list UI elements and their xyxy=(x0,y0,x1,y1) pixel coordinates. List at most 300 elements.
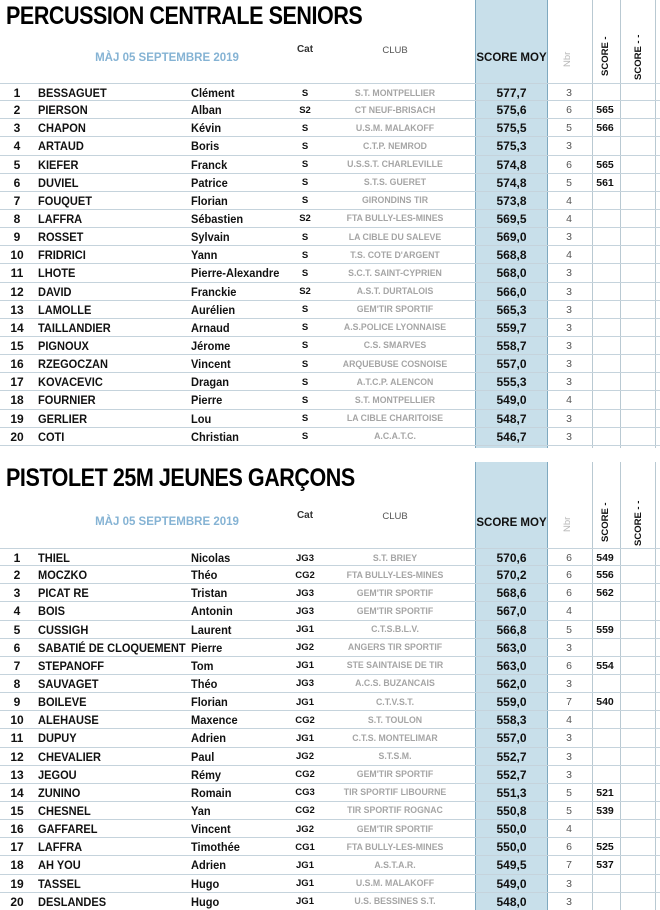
section-pistolet-25m-jeunes-garcons: PISTOLET 25M JEUNES GARÇONS MÀJ 05 SEPTEMBRE 2019 Cat CLUB SCORE MOY Nbr SCORE - SCORE - - 1 THIEL Nicolas JG3 S.T. BRIEY 570,6 6 549 2 MOCZKO Théo CG2 FTA BULLY-LES-MINES 570,2 6 556 3 PICAT RE Tristan JG3 GEM'TIR SPORTIF 568,6 6 562 4 BOIS Antonin JG3 GEM'TIR SPORTIF 567,0 4 5 CUSSIGH Laurent JG1 C.T.S.B.L.V. 566,8 5 559 6 SABATIÉ DE CLOQUEMENT Pierre JG2 ANGERS TIR SPORTIF 563,0 3 7 STEPANOFF Tom JG1 STE SAINTAISE DE TIR 563,0 6 554 8 SAUVAGET Théo JG3 A.C.S. BUZANCAIS 562,0 3 9 BOILEVE Florian JG1 C.T.V.S.T. 559,0 7 540 10 ALEHAUSE Maxence CG2 S.T. TOULON 558,3 4 11 DUPUY Adrien JG1 C.T.S. MONTELIMAR 557,0 3 12 CHEVALIER Paul JG2 S.T.S.M. 552,7 3 13 JEGOU Rémy CG2 GEM'TIR SPORTIF 552,7 3 14 ZUNINO Romain CG3 TIR SPORTIF LIBOURNE 551,3 5 521 15 CHESNEL Yan CG2 TIR SPORTIF ROGNAC 550,8 5 539 16 GAFFAREL Vincent JG2 GEM'TIR SPORTIF 550,0 4 17 LAFFRA Timothée CG1 FTA BULLY-LES-MINES 550,0 6 525 18 AH YOU Adrien JG1 A.S.T.A.R. 549,5 7 537 19 TASSEL Hugo JG1 U.S.M. MALAKOFF 549,0 3 20 DESLANDES Hugo JG1 U.S. BESSINES S.T. 548,0 3 xyxy=(0,462,660,910)
nbr-cell: 7 xyxy=(566,696,572,709)
table-row xyxy=(0,639,660,657)
table-row xyxy=(0,83,660,101)
nbr-cell: 6 xyxy=(566,104,572,117)
table-row xyxy=(0,748,660,766)
first-name-cell: Romain xyxy=(191,785,232,800)
rank-cell: 5 xyxy=(13,157,21,172)
club-cell: TIR SPORTIF LIBOURNE xyxy=(343,787,447,799)
last-name-cell: ZUNINO xyxy=(38,785,81,800)
nbr-cell: 7 xyxy=(566,859,572,872)
category-cell: JG1 xyxy=(296,878,314,890)
score-moy-cell: 549,0 xyxy=(496,876,527,891)
rank-cell: 7 xyxy=(13,193,21,208)
nbr-cell: 6 xyxy=(566,158,572,171)
table-row xyxy=(0,246,660,264)
first-name-cell: Laurent xyxy=(191,622,232,637)
nbr-cell: 3 xyxy=(566,285,572,298)
club-cell: S.T. MONTPELLIER xyxy=(354,87,436,99)
first-name-cell: Sylvain xyxy=(191,230,230,245)
score-moy-cell: 573,8 xyxy=(496,193,527,208)
rank-cell: 10 xyxy=(10,248,24,263)
last-name-cell: THIEL xyxy=(38,551,70,565)
category-cell: JG1 xyxy=(296,696,314,708)
score-minus-cell: 537 xyxy=(596,859,614,872)
nbr-cell: 3 xyxy=(566,732,572,745)
category-cell: S2 xyxy=(299,104,311,116)
rank-cell: 16 xyxy=(10,357,24,372)
score-moy-cell: 546,7 xyxy=(496,429,527,444)
score-moy-cell: 575,3 xyxy=(496,139,527,154)
last-name-cell: LAMOLLE xyxy=(38,302,92,317)
category-cell: S xyxy=(301,87,309,99)
category-cell: JG3 xyxy=(296,678,314,690)
club-cell: A.S.POLICE LYONNAISE xyxy=(343,322,447,334)
rank-cell: 13 xyxy=(10,767,24,782)
rank-cell: 13 xyxy=(10,302,24,317)
ranking-table xyxy=(0,548,660,910)
first-name-cell: Clément xyxy=(191,86,235,100)
rank-cell: 5 xyxy=(13,622,21,637)
first-name-cell: Florian xyxy=(191,695,228,710)
section-title: PISTOLET 25M JEUNES GARÇONS xyxy=(6,464,355,492)
category-cell: S xyxy=(301,322,309,334)
category-cell: JG3 xyxy=(296,587,314,599)
rank-cell: 17 xyxy=(10,375,24,390)
rank-cell: 20 xyxy=(10,894,24,909)
category-cell: S xyxy=(301,394,309,406)
score-moy-cell: 550,0 xyxy=(496,822,527,837)
category-cell: S xyxy=(301,376,309,388)
score-moy-cell: 566,0 xyxy=(496,284,527,299)
nbr-cell: 4 xyxy=(566,823,572,836)
score-moy-cell: 557,0 xyxy=(496,731,527,746)
club-cell: S.T.S.M. xyxy=(378,751,412,763)
category-cell: S xyxy=(301,159,309,171)
last-name-cell: COTI xyxy=(38,429,65,444)
table-row xyxy=(0,602,660,620)
category-cell: CG2 xyxy=(295,805,315,817)
last-name-cell: RZEGOCZAN xyxy=(38,357,108,372)
score-moy-cell: 569,5 xyxy=(496,211,527,226)
rank-cell: 18 xyxy=(10,393,24,408)
club-cell: A.T.C.P. ALENCON xyxy=(356,376,434,388)
nbr-cell: 6 xyxy=(566,552,572,564)
score-minus-cell: 521 xyxy=(596,786,614,799)
first-name-cell: Kévin xyxy=(191,121,222,136)
first-name-cell: Lou xyxy=(191,411,212,426)
nbr-cell: 3 xyxy=(566,358,572,371)
rank-cell: 15 xyxy=(10,803,24,818)
first-name-cell: Pierre xyxy=(191,393,223,408)
first-name-cell: Sébastien xyxy=(191,211,244,226)
table-row xyxy=(0,119,660,137)
score-moy-cell: 574,8 xyxy=(496,157,527,172)
rank-cell: 12 xyxy=(10,284,24,299)
table-row xyxy=(0,856,660,874)
table-row xyxy=(0,391,660,409)
score-moy-cell: 549,0 xyxy=(496,393,527,408)
table-row xyxy=(0,137,660,155)
rank-cell: 18 xyxy=(10,858,24,873)
last-name-cell: CHESNEL xyxy=(38,803,91,818)
last-name-cell: FOUQUET xyxy=(38,193,92,208)
first-name-cell: Franck xyxy=(191,157,228,172)
first-name-cell: Adrien xyxy=(191,858,226,873)
nbr-cell: 4 xyxy=(566,194,572,207)
first-name-cell: Hugo xyxy=(191,894,220,909)
category-cell: JG1 xyxy=(296,896,314,908)
table-row xyxy=(0,566,660,584)
nbr-cell: 5 xyxy=(566,122,572,135)
rank-cell: 4 xyxy=(13,604,21,619)
first-name-cell: Alban xyxy=(191,103,222,118)
score-moy-cell: 548,0 xyxy=(496,894,527,909)
club-cell: U.S. BESSINES S.T. xyxy=(354,896,436,908)
header-cat: Cat xyxy=(296,44,314,55)
category-cell: S xyxy=(301,140,309,152)
first-name-cell: Tom xyxy=(191,658,214,673)
last-name-cell: ARTAUD xyxy=(38,139,84,154)
nbr-cell: 3 xyxy=(566,339,572,352)
club-cell: S.T.S. GUERET xyxy=(363,177,427,189)
club-cell: A.S.T.A.R. xyxy=(374,859,416,871)
score-minus-cell: 554 xyxy=(596,659,614,672)
rank-cell: 12 xyxy=(10,749,24,764)
table-row xyxy=(0,548,660,566)
nbr-cell: 6 xyxy=(566,587,572,600)
first-name-cell: Patrice xyxy=(191,175,228,190)
score-moy-cell: 550,8 xyxy=(496,803,527,818)
score-moy-cell: 552,7 xyxy=(496,749,527,764)
club-cell: ARQUEBUSE COSNOISE xyxy=(342,358,448,370)
club-cell: STE SAINTAISE DE TIR xyxy=(346,660,444,672)
score-minus-cell: 566 xyxy=(596,122,614,135)
rank-cell: 6 xyxy=(13,640,21,655)
first-name-cell: Vincent xyxy=(191,822,231,837)
rank-cell: 1 xyxy=(13,551,21,565)
first-name-cell: Théo xyxy=(191,676,218,691)
club-cell: GEM'TIR SPORTIF xyxy=(356,587,434,599)
nbr-cell: 3 xyxy=(566,303,572,316)
table-row xyxy=(0,675,660,693)
last-name-cell: SAUVAGET xyxy=(38,676,99,691)
category-cell: CG3 xyxy=(295,787,315,799)
club-cell: S.T. BRIEY xyxy=(372,552,418,564)
rank-cell: 8 xyxy=(13,211,21,226)
header-score-moy: SCORE MOY xyxy=(476,517,547,529)
table-row xyxy=(0,428,660,446)
last-name-cell: DAVID xyxy=(38,284,72,299)
club-cell: FTA BULLY-LES-MINES xyxy=(346,569,444,581)
rank-cell: 6 xyxy=(13,175,21,190)
club-cell: LA CIBLE DU SALEVE xyxy=(348,231,442,243)
last-name-cell: SABATIÉ DE CLOQUEMENT xyxy=(38,640,186,655)
last-name-cell: AH YOU xyxy=(38,858,81,873)
category-cell: S xyxy=(301,340,309,352)
nbr-cell: 4 xyxy=(566,605,572,618)
rank-cell: 8 xyxy=(13,676,21,691)
last-name-cell: DUPUY xyxy=(38,731,77,746)
table-row xyxy=(0,893,660,910)
first-name-cell: Hugo xyxy=(191,876,220,891)
first-name-cell: Antonin xyxy=(191,604,233,619)
rank-cell: 10 xyxy=(10,713,24,728)
rank-cell: 9 xyxy=(13,230,21,245)
last-name-cell: CUSSIGH xyxy=(38,622,89,637)
club-cell: GIRONDINS TIR xyxy=(361,195,429,207)
nbr-cell: 5 xyxy=(566,176,572,189)
club-cell: ANGERS TIR SPORTIF xyxy=(347,642,443,654)
nbr-cell: 6 xyxy=(566,841,572,854)
table-row xyxy=(0,228,660,246)
rank-cell: 2 xyxy=(13,103,21,118)
club-cell: A.C.A.T.C. xyxy=(374,431,416,443)
club-cell: C.T.P. NEMROD xyxy=(363,140,427,152)
score-moy-cell: 568,6 xyxy=(496,586,527,601)
table-row xyxy=(0,210,660,228)
last-name-cell: BESSAGUET xyxy=(38,86,107,100)
nbr-cell: 3 xyxy=(566,321,572,334)
score-moy-cell: 574,8 xyxy=(496,175,527,190)
header-club: CLUB xyxy=(382,511,408,522)
nbr-cell: 3 xyxy=(566,267,572,280)
rank-cell: 14 xyxy=(10,320,24,335)
club-cell: GEM'TIR SPORTIF xyxy=(356,769,434,781)
last-name-cell: FRIDRICI xyxy=(38,248,86,263)
category-cell: JG2 xyxy=(296,642,314,654)
category-cell: JG1 xyxy=(296,660,314,672)
last-name-cell: KOVACEVIC xyxy=(38,375,103,390)
first-name-cell: Franckie xyxy=(191,284,237,299)
table-row xyxy=(0,156,660,174)
table-row xyxy=(0,584,660,602)
club-cell: T.S. COTE D'ARGENT xyxy=(350,249,440,261)
category-cell: S xyxy=(301,267,309,279)
first-name-cell: Timothée xyxy=(191,840,240,855)
last-name-cell: BOILEVE xyxy=(38,695,87,710)
category-cell: S xyxy=(301,304,309,316)
first-name-cell: Tristan xyxy=(191,586,228,601)
nbr-cell: 4 xyxy=(566,249,572,262)
first-name-cell: Aurélien xyxy=(191,302,236,317)
score-minus-cell: 556 xyxy=(596,569,614,582)
first-name-cell: Yann xyxy=(191,248,218,263)
rank-cell: 7 xyxy=(13,658,21,673)
category-cell: JG1 xyxy=(296,624,314,636)
rank-cell: 3 xyxy=(13,121,21,136)
last-name-cell: BOIS xyxy=(38,604,65,619)
category-cell: JG3 xyxy=(296,552,314,564)
last-name-cell: CHEVALIER xyxy=(38,749,101,764)
first-name-cell: Arnaud xyxy=(191,320,230,335)
first-name-cell: Théo xyxy=(191,568,218,583)
nbr-cell: 3 xyxy=(566,87,572,99)
nbr-cell: 5 xyxy=(566,623,572,636)
nbr-cell: 5 xyxy=(566,786,572,799)
nbr-cell: 4 xyxy=(566,394,572,407)
category-cell: JG2 xyxy=(296,751,314,763)
club-cell: CT NEUF-BRISACH xyxy=(354,104,436,116)
club-cell: FTA BULLY-LES-MINES xyxy=(346,841,444,853)
table-row xyxy=(0,802,660,820)
table-row xyxy=(0,373,660,391)
nbr-cell: 5 xyxy=(566,804,572,817)
table-row xyxy=(0,264,660,282)
rank-cell: 16 xyxy=(10,822,24,837)
table-row xyxy=(0,729,660,747)
rank-cell: 9 xyxy=(13,695,21,710)
last-name-cell: PIERSON xyxy=(38,103,88,118)
first-name-cell: Yan xyxy=(191,803,211,818)
rank-cell: 20 xyxy=(10,429,24,444)
score-moy-cell: 570,2 xyxy=(496,568,527,583)
table-row xyxy=(0,410,660,428)
score-minus-cell: 549 xyxy=(596,552,614,564)
rank-cell: 19 xyxy=(10,411,24,426)
score-moy-cell: 558,7 xyxy=(496,338,527,353)
rank-cell: 1 xyxy=(13,86,21,100)
score-minus-cell: 565 xyxy=(596,158,614,171)
header-score-moy: SCORE MOY xyxy=(476,52,547,64)
last-name-cell: ALEHAUSE xyxy=(38,713,99,728)
club-cell: C.T.S. MONTELIMAR xyxy=(352,732,438,744)
club-cell: GEM'TIR SPORTIF xyxy=(356,823,434,835)
nbr-cell: 4 xyxy=(566,212,572,225)
club-cell: C.T.S.B.L.V. xyxy=(371,624,419,636)
category-cell: CG2 xyxy=(295,769,315,781)
header-club: CLUB xyxy=(382,45,408,56)
nbr-cell: 3 xyxy=(566,430,572,443)
first-name-cell: Christian xyxy=(191,429,239,444)
score-moy-cell: 559,0 xyxy=(496,695,527,710)
table-row xyxy=(0,693,660,711)
category-cell: S xyxy=(301,431,309,443)
table-row xyxy=(0,355,660,373)
club-cell: S.C.T. SAINT-CYPRIEN xyxy=(348,267,442,279)
first-name-cell: Vincent xyxy=(191,357,231,372)
nbr-cell: 3 xyxy=(566,641,572,654)
first-name-cell: Boris xyxy=(191,139,220,154)
first-name-cell: Pierre-Alexandre xyxy=(191,266,280,281)
nbr-cell: 6 xyxy=(566,569,572,582)
last-name-cell: JEGOU xyxy=(38,767,77,782)
last-name-cell: PICAT RE xyxy=(38,586,89,601)
score-moy-cell: 549,5 xyxy=(496,858,527,873)
rank-cell: 3 xyxy=(13,586,21,601)
score-moy-cell: 577,7 xyxy=(496,86,527,100)
club-cell: FTA BULLY-LES-MINES xyxy=(346,213,444,225)
score-minus-cell: 525 xyxy=(596,841,614,854)
last-name-cell: FOURNIER xyxy=(38,393,96,408)
header-cat: Cat xyxy=(296,510,314,521)
table-row xyxy=(0,283,660,301)
nbr-cell: 3 xyxy=(566,140,572,153)
score-moy-cell: 550,0 xyxy=(496,840,527,855)
table-row xyxy=(0,657,660,675)
score-moy-cell: 551,3 xyxy=(496,785,527,800)
category-cell: CG2 xyxy=(295,714,315,726)
category-cell: S xyxy=(301,249,309,261)
rank-cell: 17 xyxy=(10,840,24,855)
last-name-cell: ROSSET xyxy=(38,230,84,245)
rank-cell: 2 xyxy=(13,568,21,583)
club-cell: GEM'TIR SPORTIF xyxy=(356,304,434,316)
update-date: MÀJ 05 SEPTEMBRE 2019 xyxy=(95,52,239,64)
score-moy-cell: 569,0 xyxy=(496,230,527,245)
category-cell: S xyxy=(301,358,309,370)
club-cell: S.T. TOULON xyxy=(367,714,423,726)
category-cell: CG2 xyxy=(295,569,315,581)
last-name-cell: TAILLANDIER xyxy=(38,320,111,335)
first-name-cell: Pierre xyxy=(191,640,223,655)
last-name-cell: DUVIEL xyxy=(38,175,79,190)
score-moy-cell: 575,6 xyxy=(496,103,527,118)
club-cell: U.S.S.T. CHARLEVILLE xyxy=(347,159,443,171)
table-row xyxy=(0,101,660,119)
score-moy-cell: 575,5 xyxy=(496,121,527,136)
section-title: PERCUSSION CENTRALE SENIORS xyxy=(6,2,363,30)
score-moy-cell: 557,0 xyxy=(496,357,527,372)
last-name-cell: TASSEL xyxy=(38,876,81,891)
last-name-cell: DESLANDES xyxy=(38,894,107,909)
last-name-cell: PIGNOUX xyxy=(38,338,89,353)
rank-cell: 11 xyxy=(10,731,24,746)
club-cell: A.C.S. BUZANCAIS xyxy=(355,678,435,690)
ranking-table xyxy=(0,83,660,446)
nbr-cell: 3 xyxy=(566,677,572,690)
table-row xyxy=(0,174,660,192)
section-percussion-centrale-seniors: PERCUSSION CENTRALE SENIORS MÀJ 05 SEPTEMBRE 2019 Cat CLUB SCORE MOY Nbr SCORE - SCORE - - 1 BESSAGUET Clément S S.T. MONTPELLIER 577,7 3 2 PIERSON Alban S2 CT NEUF-BRISACH 575,6 6 565 3 CHAPON Kévin S U.S.M. MALAKOFF 575,5 5 566 4 ARTAUD Boris S C.T.P. NEMROD 575,3 3 5 KIEFER Franck S U.S.S.T. CHARLEVILLE 574,8 6 565 6 DUVIEL Patrice S S.T.S. GUERET 574,8 5 561 7 FOUQUET Florian S GIRONDINS TIR 573,8 4 8 LAFFRA Sébastien S2 FTA BULLY-LES-MINES 569,5 4 9 ROSSET Sylvain S LA CIBLE DU SALEVE 569,0 3 10 FRIDRICI Yann S T.S. COTE D'ARGENT 568,8 4 11 LHOTE Pierre-Alexandre S S.C.T. SAINT-CYPRIEN 568,0 3 12 DAVID Franckie S2 A.S.T. DURTALOIS 566,0 3 13 LAMOLLE Aurélien S GEM'TIR SPORTIF 565,3 3 14 TAILLANDIER Arnaud S A.S.POLICE LYONNAISE 559,7 3 15 PIGNOUX Jérome S C.S. SMARVES 558,7 3 16 RZEGOCZAN Vincent S ARQUEBUSE COSNOISE 557,0 3 17 KOVACEVIC Dragan S A.T.C.P. ALENCON 555,3 3 18 FOURNIER Pierre S S.T. MONTPELLIER 549,0 4 19 GERLIER Lou S LA CIBLE CHARITOISE 548,7 3 20 COTI Christian S A.C.A.T.C. 546,7 3 xyxy=(0,0,660,448)
last-name-cell: STEPANOFF xyxy=(38,658,105,673)
table-row xyxy=(0,875,660,893)
first-name-cell: Maxence xyxy=(191,713,238,728)
score-moy-cell: 565,3 xyxy=(496,302,527,317)
score-moy-cell: 568,0 xyxy=(496,266,527,281)
category-cell: S2 xyxy=(299,213,311,225)
last-name-cell: LAFFRA xyxy=(38,211,83,226)
nbr-cell: 3 xyxy=(566,877,572,890)
score-moy-cell: 559,7 xyxy=(496,320,527,335)
table-row xyxy=(0,784,660,802)
update-date: MÀJ 05 SEPTEMBRE 2019 xyxy=(95,516,239,528)
score-moy-cell: 563,0 xyxy=(496,658,527,673)
table-row xyxy=(0,766,660,784)
category-cell: S xyxy=(301,122,309,134)
score-minus-cell: 559 xyxy=(596,623,614,636)
category-cell: JG2 xyxy=(296,823,314,835)
score-minus-cell: 562 xyxy=(596,587,614,600)
last-name-cell: GERLIER xyxy=(38,411,88,426)
first-name-cell: Dragan xyxy=(191,375,230,390)
score-moy-cell: 562,0 xyxy=(496,676,527,691)
first-name-cell: Adrien xyxy=(191,731,226,746)
first-name-cell: Jérome xyxy=(191,338,231,353)
score-moy-cell: 566,8 xyxy=(496,622,527,637)
last-name-cell: CHAPON xyxy=(38,121,86,136)
table-row xyxy=(0,621,660,639)
nbr-cell: 4 xyxy=(566,714,572,727)
score-moy-cell: 548,7 xyxy=(496,411,527,426)
table-row xyxy=(0,820,660,838)
score-moy-cell: 567,0 xyxy=(496,604,527,619)
club-cell: S.T. MONTPELLIER xyxy=(354,394,436,406)
rank-cell: 14 xyxy=(10,785,24,800)
nbr-cell: 3 xyxy=(566,895,572,908)
category-cell: S xyxy=(301,231,309,243)
category-cell: CG1 xyxy=(295,841,315,853)
category-cell: JG1 xyxy=(296,859,314,871)
first-name-cell: Nicolas xyxy=(191,551,231,565)
